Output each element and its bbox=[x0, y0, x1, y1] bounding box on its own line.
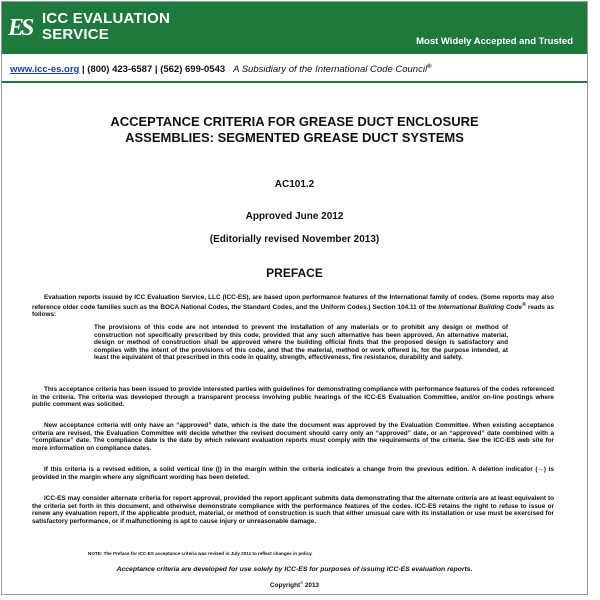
phone-1: (800) 423-6587 bbox=[87, 64, 153, 76]
document-page bbox=[1, 1, 588, 595]
preface-heading: PREFACE bbox=[266, 266, 323, 280]
approved-date: Approved June 2012 bbox=[245, 211, 344, 222]
title-line-2: ASSEMBLIES: SEGMENTED GREASE DUCT SYSTEMS bbox=[125, 130, 464, 145]
code-quote: The provisions of this code are not intended to prevent the installation of any materials or to prohibit any design or method of construction not specifically prescribed by this code, provided that any such alternative has been approved. An alternative material, design or method of construction shall be approved where the building official finds that the proposed design is satisfactory and complies with the intent of the provisions of this code, and that the material, method or work offered is, for the purpose intended, at least the equivalent of that prescribed in this code in quality, strength, effectiveness, fire resistance, durability and safety. bbox=[94, 324, 508, 362]
document-title bbox=[22, 114, 567, 146]
phone-2: (562) 699-0543 bbox=[160, 64, 226, 76]
logo-line-1: ICC EVALUATION bbox=[42, 10, 171, 27]
separator: | bbox=[79, 64, 88, 76]
logo-line-2: SERVICE bbox=[42, 26, 109, 43]
icc-es-logo-icon: ES bbox=[8, 15, 32, 41]
registered-mark: ® bbox=[427, 64, 432, 70]
contact-line bbox=[10, 64, 432, 75]
separator: | bbox=[152, 64, 161, 76]
title-line-1: ACCEPTANCE CRITERIA FOR GREASE DUCT ENCLOSURE bbox=[110, 114, 479, 129]
registered-mark: ® bbox=[522, 301, 526, 308]
preface-paragraph-1 bbox=[32, 294, 554, 319]
preface-paragraph-5: ICC-ES may consider alternate criteria for report approval, provided the report applicant submits data demonstrating that the alternate criteria are at least equivalent to the criteria set forth in this document, and otherwise demonstrate compliance with the performance features of the codes. ICC-ES retains the right to refuse to issue or renew any evaluation report, if the applicable product, material, or method of construction is such that either unusual care with its installation or use must be exercised for satisfactory performance, or if malfunctioning is apt to cause injury or unreasonable damage. bbox=[32, 495, 554, 525]
preface-paragraph-3: New acceptance criteria will only have an “approved” date, which is the date the document was approved by the Evaluation Committee. When existing acceptance criteria are revised, the Evaluation Committee will decide whether the revised document should carry only an “approved” date, or an “approved” date combined with a “compliance” date. The compliance date is the date by which relevant evaluation reports must comply with the requirements of the criteria. See the ICC-ES web site for more information on compliance dates. bbox=[32, 422, 554, 452]
subsidiary-note: A Subsidiary of the International Code Council bbox=[233, 64, 428, 76]
preface-paragraph-4: If this criteria is a revised edition, a solid vertical line (|) in the margin within the criteria indicates a change from the previous edition. A deletion indicator (→) is provided in the margin where any significant wording has been deleted. bbox=[32, 466, 554, 481]
para1-text-end: reads as follows: bbox=[32, 303, 555, 319]
logo-wordmark bbox=[42, 11, 170, 43]
closing-statement: Acceptance criteria are developed for use solely by ICC-ES for purposes of issuing ICC-ES evaluation reports. bbox=[116, 566, 473, 573]
criteria-code: AC101.2 bbox=[274, 179, 315, 190]
header-banner bbox=[2, 2, 587, 54]
copyright-symbol: © bbox=[300, 580, 304, 585]
website-link[interactable]: www.icc-es.org bbox=[10, 64, 80, 76]
header-rule bbox=[2, 81, 587, 83]
policy-note: NOTE: The Preface for ICC-ES acceptance criteria was revised in July 2011 to reflect changes in policy. bbox=[88, 551, 313, 556]
header-tagline: Most Widely Accepted and Trusted bbox=[416, 36, 573, 47]
copyright-text: Copyright bbox=[269, 582, 301, 590]
copyright-line bbox=[22, 580, 567, 589]
preface-paragraph-2: This acceptance criteria has been issued to provide interested parties with guidelines for demonstrating compliance with performance features of the codes referenced in the criteria. The criteria was developed through a transparent process involving public hearings of the ICC-ES Evaluation Committee, and/or on-line postings where public comment was solicited. bbox=[32, 386, 554, 409]
para1-text: Evaluation reports issued by ICC Evaluation Service, LLC (ICC-ES), are based upon performance features of the International family of codes. (Some reports may also reference older code families such as the BOCA National Codes, the Standard Codes, and the Uniform Codes.) Section 104.11 of the bbox=[32, 294, 554, 311]
revised-date: (Editorially revised November 2013) bbox=[209, 234, 380, 245]
copyright-year: 2013 bbox=[303, 582, 320, 590]
code-name: International Building Code bbox=[438, 303, 522, 311]
